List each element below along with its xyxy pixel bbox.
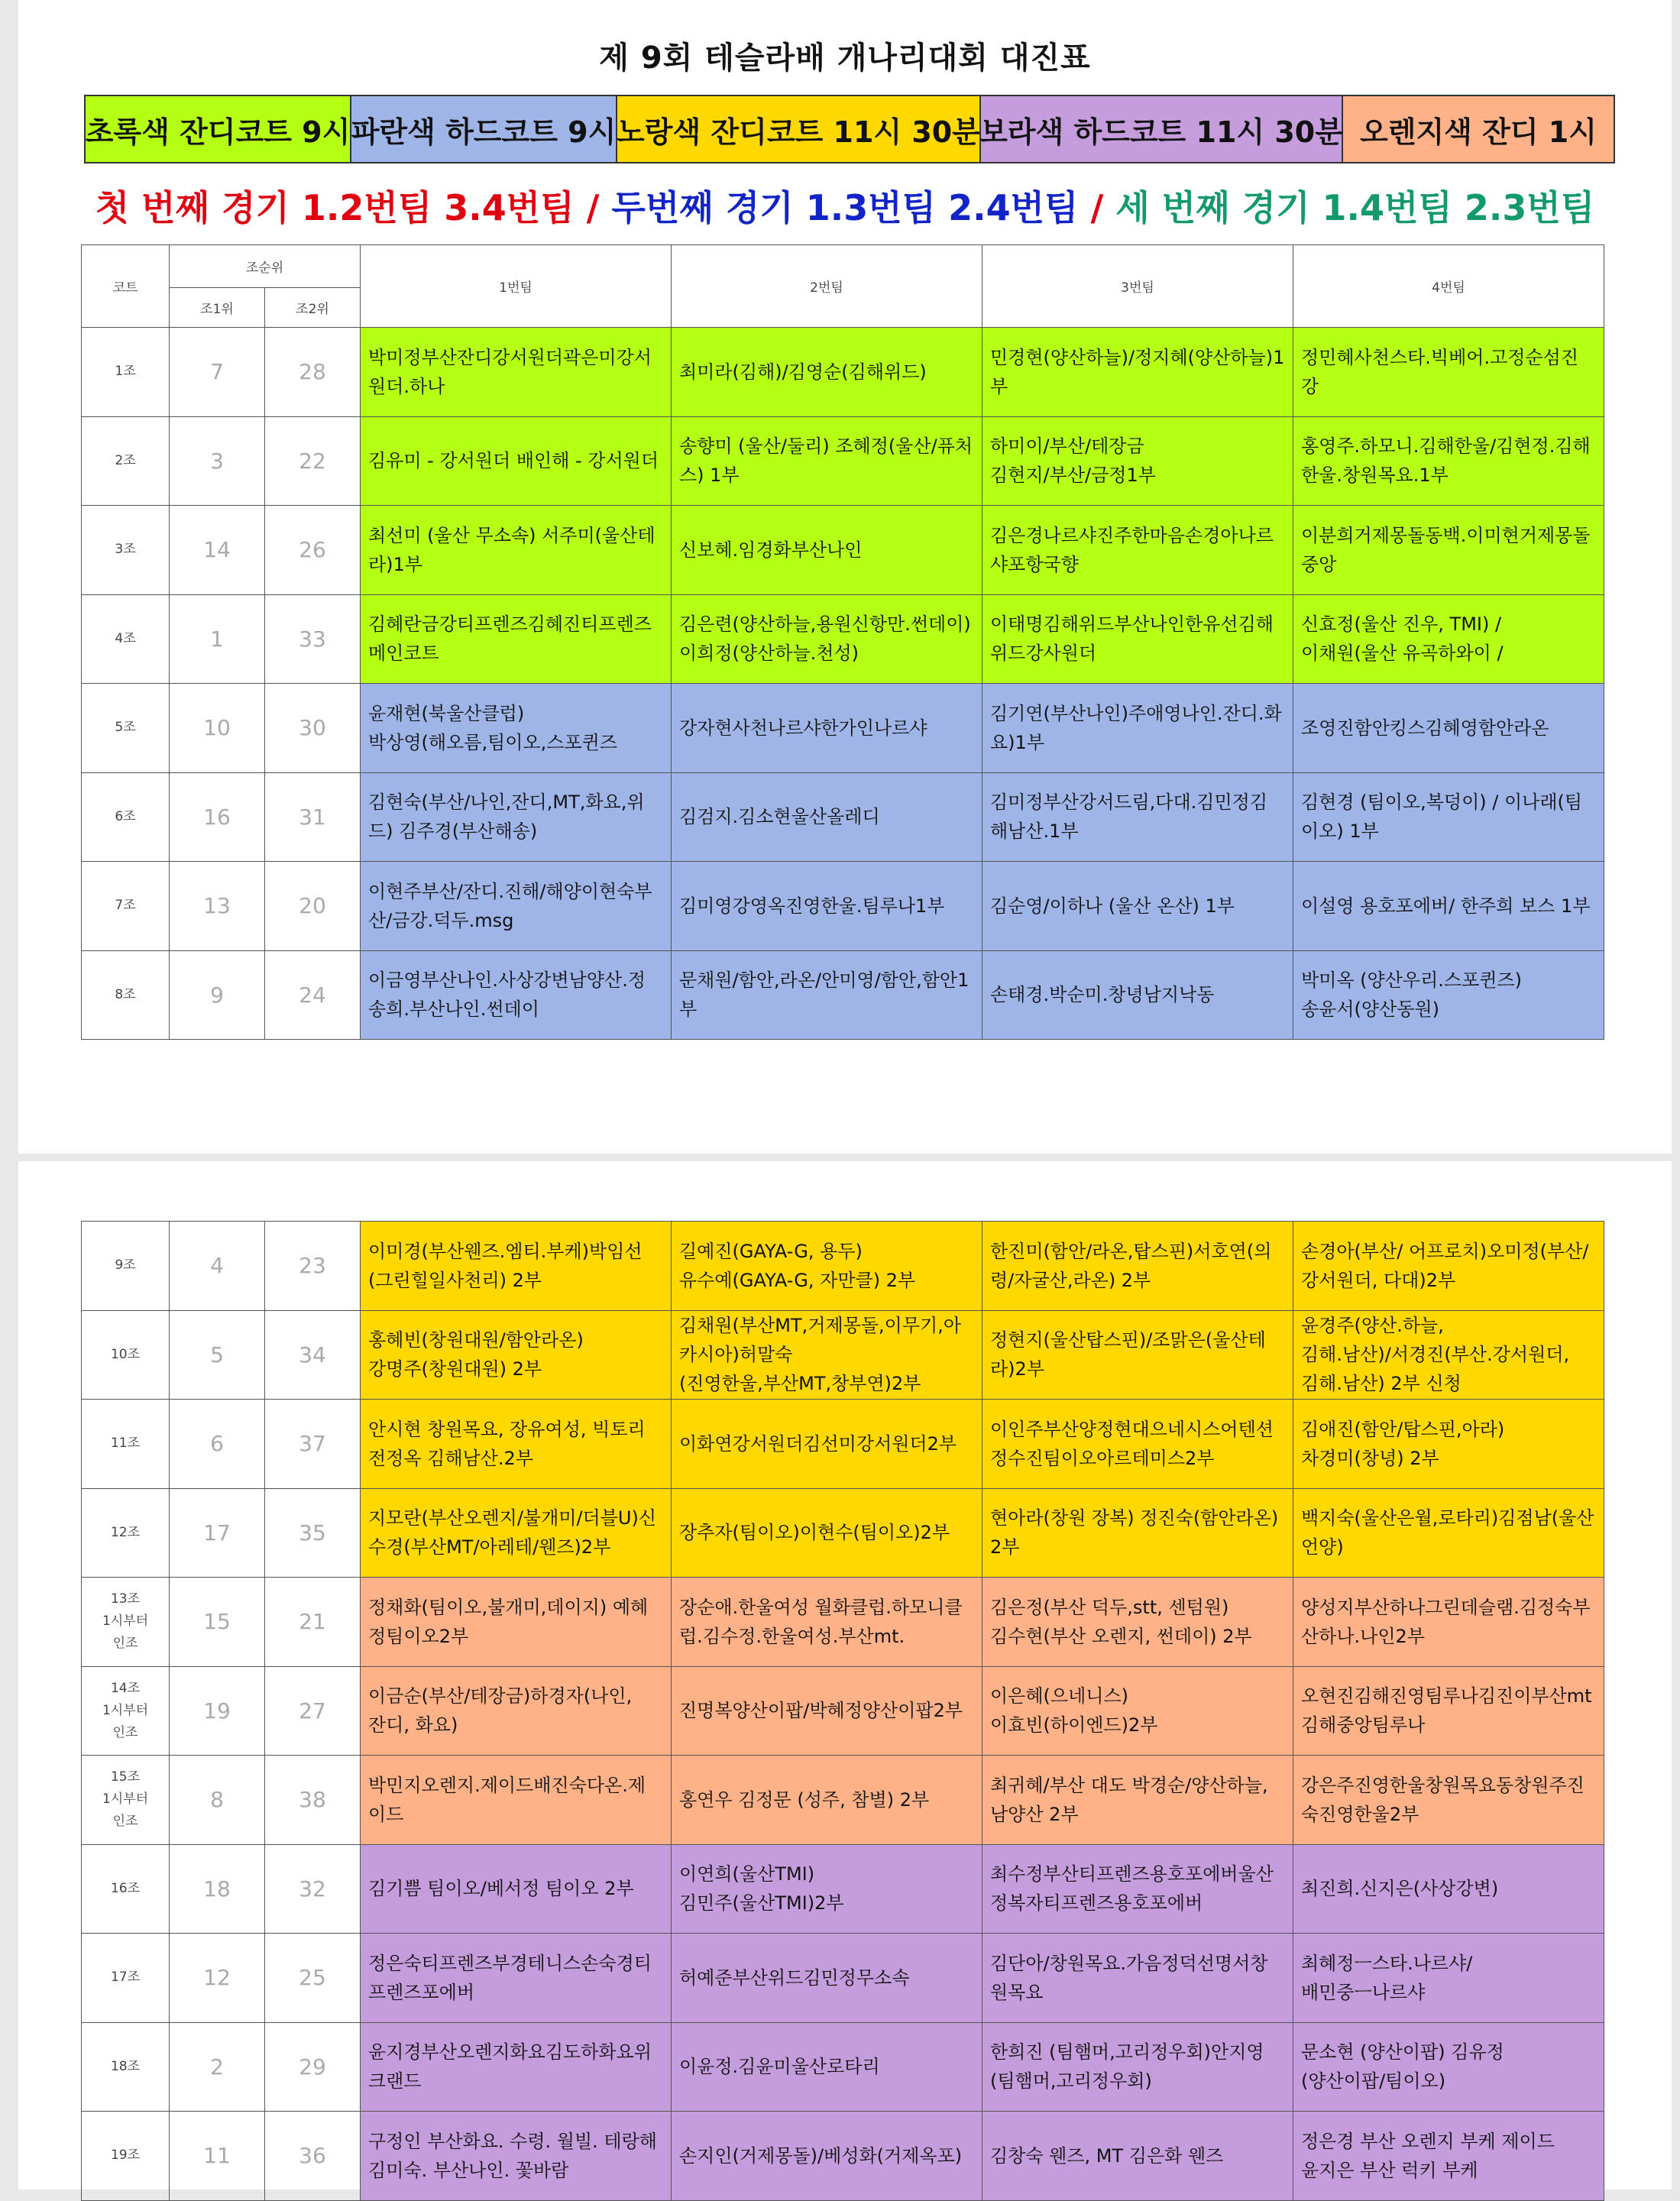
header-rank: 조순위 [170,245,361,288]
group-rank-1: 19 [170,1666,265,1756]
group-row [82,772,1604,862]
team-1-cell: 김혜란금강티프렌즈김혜진티프렌즈메인코트 [361,594,672,684]
team-2-cell: 김검지.김소현울산올레디 [672,772,982,862]
team-1-cell: 김유미 - 강서원더 배인해 - 강서원더 [361,416,672,506]
group-row [82,1488,1604,1578]
group-rank-2: 34 [265,1310,361,1400]
group-row [82,2022,1604,2112]
group-row [82,2112,1604,2201]
team-1-cell: 구정인 부산화요. 수령. 월빌. 테랑해 김미숙. 부산나인. 꽃바람 [361,2112,672,2201]
team-4-cell: 조영진함안킹스김혜영함안라온 [1293,684,1604,773]
team-3-cell: 손태경.박순미.창녕남지낙동 [982,950,1293,1040]
group-name: 12조 [82,1488,170,1578]
group-row [82,1222,1604,1311]
team-3-cell: 이은혜(으네니스) 이효빈(하이엔드)2부 [982,1666,1293,1756]
team-3-cell: 이태명김해위드부산나인한유선김해위드강사원더 [982,594,1293,684]
team-4-cell: 최혜정ㅡ스타.나르샤/ 배민중ㅡ나르샤 [1293,1934,1604,2023]
team-4-cell: 김애진(함안/탑스핀,아라) 차경미(창녕) 2부 [1293,1400,1604,1489]
team-4-cell: 강은주진영한울창원목요동창원주진숙진영한울2부 [1293,1756,1604,1845]
group-row [82,594,1604,684]
team-3-cell: 한진미(함안/라온,탑스핀)서호연(의령/자굴산,라온) 2부 [982,1222,1293,1311]
group-rank-2: 36 [265,2112,361,2201]
header-team-1: 1번팀 [361,245,672,328]
group-name: 16조 [82,1844,170,1934]
group-row [82,684,1604,773]
team-2-cell: 허예준부산위드김민정무소속 [672,1934,982,2023]
group-name: 8조 [82,950,170,1040]
group-rank-1: 17 [170,1488,265,1578]
page-1 [18,0,1672,1154]
team-4-cell: 정민혜사천스타.빅베어.고정순섬진강 [1293,328,1604,417]
group-row [82,1844,1604,1934]
group-name: 6조 [82,772,170,862]
bracket-table-page-1 [81,244,1604,1040]
team-4-cell: 박미옥 (양산우리.스포퀸즈) 송윤서(양산동원) [1293,950,1604,1040]
group-rank-1: 10 [170,684,265,773]
group-rank-1: 12 [170,1934,265,2023]
team-3-cell: 현아라(창원 장복) 정진숙(함안라온)2부 [982,1488,1293,1578]
group-rank-2: 28 [265,328,361,417]
team-1-cell: 지모란(부산오렌지/불개미/더블U)신수경(부산MT/아레테/웬즈)2부 [361,1488,672,1578]
team-1-cell: 김현숙(부산/나인,잔디,MT,화요,위드) 김주경(부산해송) [361,772,672,862]
court-legend-green: 초록색 잔디코트 9시 [86,96,351,162]
header-team-2: 2번팀 [672,245,982,328]
group-rank-1: 13 [170,862,265,951]
schedule-separator: / [574,187,612,228]
team-3-cell: 김미정부산강서드림,다대.김민정김해남산.1부 [982,772,1293,862]
team-2-cell: 김미영강영옥진영한울.팀루나1부 [672,862,982,951]
group-row [82,1310,1604,1400]
group-row [82,1578,1604,1667]
team-4-cell: 신효정(울산 진우, TMI) / 이채원(울산 유곡하와이 / [1293,594,1604,684]
group-name: 19조 [82,2112,170,2201]
team-2-cell: 김채원(부산MT,거제몽돌,이무기,아카시아)허말숙 (진영한울,부산MT,창부연)2부 [672,1310,982,1400]
team-4-cell: 손경아(부산/ 어프로치)오미정(부산/강서원더, 다대)2부 [1293,1222,1604,1311]
team-2-cell: 문채원/함안,라온/안미영/함안,함안1부 [672,950,982,1040]
group-row [82,1934,1604,2023]
group-name: 15조 1시부터 인조 [82,1756,170,1845]
team-1-cell: 윤지경부산오렌지화요김도하화요위크랜드 [361,2022,672,2112]
group-row [82,1400,1604,1489]
group-name: 7조 [82,862,170,951]
team-2-cell: 길예진(GAYA-G, 용두) 유수예(GAYA-G, 자만클) 2부 [672,1222,982,1311]
team-3-cell: 김은경나르샤진주한마음손경아나르샤포항국향 [982,506,1293,595]
team-4-cell: 최진희.신지은(사상강변) [1293,1844,1604,1934]
group-rank-2: 32 [265,1844,361,1934]
team-2-cell: 김은련(양산하늘,용원신항만.썬데이) 이희정(양산하늘.천성) [672,594,982,684]
group-rank-2: 29 [265,2022,361,2112]
group-rank-1: 1 [170,594,265,684]
team-4-cell: 양성지부산하나그린데슬램.김정숙부산하나.나인2부 [1293,1578,1604,1667]
group-rank-1: 14 [170,506,265,595]
team-1-cell: 이금순(부산/테장금)하경자(나인, 잔디, 화요) [361,1666,672,1756]
team-3-cell: 최수정부산티프렌즈용호포에버울산정복자티프렌즈용호포에버 [982,1844,1293,1934]
team-1-cell: 홍혜빈(창원대원/함안라온) 강명주(창원대원) 2부 [361,1310,672,1400]
group-name: 13조 1시부터 인조 [82,1578,170,1667]
team-2-cell: 홍연우 김정문 (성주, 참별) 2부 [672,1756,982,1845]
team-3-cell: 김순영/이하나 (울산 온산) 1부 [982,862,1293,951]
team-1-cell: 정채화(팀이오,불개미,데이지) 예혜정팀이오2부 [361,1578,672,1667]
team-4-cell: 백지숙(울산은월,로타리)김점남(울산언양) [1293,1488,1604,1578]
header-court: 코트 [82,245,170,328]
group-name: 14조 1시부터 인조 [82,1666,170,1756]
team-4-cell: 정은경 부산 오렌지 부케 제이드 윤지은 부산 럭키 부케 [1293,2112,1604,2201]
group-row [82,506,1604,595]
group-name: 3조 [82,506,170,595]
team-3-cell: 민경현(양산하늘)/정지혜(양산하늘)1부 [982,328,1293,417]
group-row [82,862,1604,951]
group-rank-2: 21 [265,1578,361,1667]
team-3-cell: 김기연(부산나인)주애영나인.잔디.화요)1부 [982,684,1293,773]
group-rank-1: 6 [170,1400,265,1489]
court-legend-purple: 보라색 하드코트 11시 30분 [981,96,1343,162]
team-1-cell: 안시현 창원목요, 장유여성, 빅토리 전정옥 김해남산.2부 [361,1400,672,1489]
team-3-cell: 한희진 (팀햄머,고리정우회)안지영 (팀햄머,고리정우회) [982,2022,1293,2112]
group-rank-1: 9 [170,950,265,1040]
team-4-cell: 홍영주.하모니.김해한울/김현정.김해한울.창원목요.1부 [1293,416,1604,506]
group-rank-1: 15 [170,1578,265,1667]
group-row [82,328,1604,417]
header-team-4: 4번팀 [1293,245,1604,328]
team-1-cell: 윤재현(북울산클럽) 박상영(해오름,팀이오,스포퀸즈 [361,684,672,773]
group-rank-2: 26 [265,506,361,595]
team-2-cell: 강자현사천나르샤한가인나르샤 [672,684,982,773]
group-rank-2: 24 [265,950,361,1040]
team-4-cell: 문소현 (양산이팝) 김유정 (양산이팝/팀이오) [1293,2022,1604,2112]
team-2-cell: 이연희(울산TMI) 김민주(울산TMI)2부 [672,1844,982,1934]
team-3-cell: 김은정(부산 덕두,stt, 센텀원) 김수현(부산 오렌지, 썬데이) 2부 [982,1578,1293,1667]
team-2-cell: 이화연강서원더김선미강서원더2부 [672,1400,982,1489]
group-rank-1: 16 [170,772,265,862]
team-1-cell: 박미정부산잔디강서원더곽은미강서원더.하나 [361,328,672,417]
group-name: 1조 [82,328,170,417]
group-rank-1: 11 [170,2112,265,2201]
group-rank-2: 30 [265,684,361,773]
team-1-cell: 김기쁨 팀이오/베서정 팀이오 2부 [361,1844,672,1934]
group-row [82,1756,1604,1845]
group-rank-1: 7 [170,328,265,417]
team-1-cell: 이미경(부산웬즈.엠티.부케)박임선(그린힐일사천리) 2부 [361,1222,672,1311]
group-rank-1: 4 [170,1222,265,1311]
team-1-cell: 최선미 (울산 무소속) 서주미(울산테라)1부 [361,506,672,595]
team-3-cell: 이인주부산양정현대으네시스어텐션정수진팀이오아르테미스2부 [982,1400,1293,1489]
group-rank-2: 33 [265,594,361,684]
group-name: 10조 [82,1310,170,1400]
group-name: 18조 [82,2022,170,2112]
team-3-cell: 정현지(울산탑스핀)/조맑은(울산테라)2부 [982,1310,1293,1400]
header-rank-1: 조1위 [170,288,265,328]
page-title: 제 9회 테슬라배 개나리대회 대진표 [599,40,1091,76]
match-schedule [18,180,1672,231]
schedule-separator: / [1078,187,1116,228]
team-4-cell: 오현진김해진영팀루나김진이부산mt김해중앙팀루나 [1293,1666,1604,1756]
group-rank-2: 31 [265,772,361,862]
team-1-cell: 이현주부산/잔디.진해/해양이현숙부산/금강.덕두.msg [361,862,672,951]
team-3-cell: 김단아/창원목요.가음정덕선명서창원목요 [982,1934,1293,2023]
team-4-cell: 이분희거제몽돌동백.이미현거제몽돌중앙 [1293,506,1604,595]
team-2-cell: 손지인(거제몽돌)/베성화(거제옥포) [672,2112,982,2201]
team-3-cell: 하미이/부산/테장금 김현지/부산/금정1부 [982,416,1293,506]
group-rank-2: 37 [265,1400,361,1489]
group-rank-2: 38 [265,1756,361,1845]
group-row [82,416,1604,506]
group-row [82,1666,1604,1756]
group-rank-1: 3 [170,416,265,506]
group-name: 11조 [82,1400,170,1489]
court-legend-orange: 오렌지색 잔디 1시 [1343,96,1614,162]
team-2-cell: 장추자(팀이오)이현수(팀이오)2부 [672,1488,982,1578]
schedule-second-match: 두번째 경기 1.3번팀 2.4번팀 [611,187,1079,228]
group-rank-1: 18 [170,1844,265,1934]
team-2-cell: 최미라(김해)/김영순(김해위드) [672,328,982,417]
team-1-cell: 정은숙티프렌즈부경테니스손숙경티프렌즈포에버 [361,1934,672,2023]
team-2-cell: 장순애.한울여성 월화클럽.하모니클럽.김수정.한울여성.부산mt. [672,1578,982,1667]
group-rank-2: 25 [265,1934,361,2023]
team-2-cell: 신보혜.임경화부산나인 [672,506,982,595]
group-rank-1: 8 [170,1756,265,1845]
team-4-cell: 김현경 (팀이오,복덩이) / 이나래(팀이오) 1부 [1293,772,1604,862]
court-legend [84,95,1615,163]
group-rank-2: 27 [265,1666,361,1756]
page-2 [18,1161,1672,2190]
team-4-cell: 윤경주(양산.하늘, 김해.남산)/서경진(부산.강서원더, 김해.남산) 2부 신청 [1293,1310,1604,1400]
group-name: 4조 [82,594,170,684]
schedule-first-match: 첫 번째 경기 1.2번팀 3.4번팀 [95,187,575,228]
court-legend-blue: 파란색 하드코트 9시 [351,96,617,162]
bracket-table-page-2 [81,1221,1604,2201]
team-2-cell: 이윤정.김윤미울산로타리 [672,2022,982,2112]
team-3-cell: 김창숙 웬즈, MT 김은화 웬즈 [982,2112,1293,2201]
team-4-cell: 이설영 용호포에버/ 한주희 보스 1부 [1293,862,1604,951]
court-legend-yellow: 노랑색 잔디코트 11시 30분 [617,96,981,162]
group-rank-1: 2 [170,2022,265,2112]
group-name: 2조 [82,416,170,506]
group-name: 9조 [82,1222,170,1311]
group-rank-2: 20 [265,862,361,951]
schedule-third-match: 세 번째 경기 1.4번팀 2.3번팀 [1115,187,1595,228]
group-row [82,950,1604,1040]
group-rank-1: 5 [170,1310,265,1400]
team-1-cell: 박민지오렌지.제이드배진숙다온.제이드 [361,1756,672,1845]
group-rank-2: 22 [265,416,361,506]
team-2-cell: 진명복양산이팝/박혜정양산이팝2부 [672,1666,982,1756]
header-rank-2: 조2위 [265,288,361,328]
group-name: 17조 [82,1934,170,2023]
team-1-cell: 이금영부산나인.사상강변남양산.정송희.부산나인.썬데이 [361,950,672,1040]
header-team-3: 3번팀 [982,245,1293,328]
team-3-cell: 최귀혜/부산 대도 박경순/양산하늘,남양산 2부 [982,1756,1293,1845]
group-rank-2: 23 [265,1222,361,1311]
group-rank-2: 35 [265,1488,361,1578]
group-name: 5조 [82,684,170,773]
team-2-cell: 송향미 (울산/둘리) 조혜정(울산/퓨처스) 1부 [672,416,982,506]
